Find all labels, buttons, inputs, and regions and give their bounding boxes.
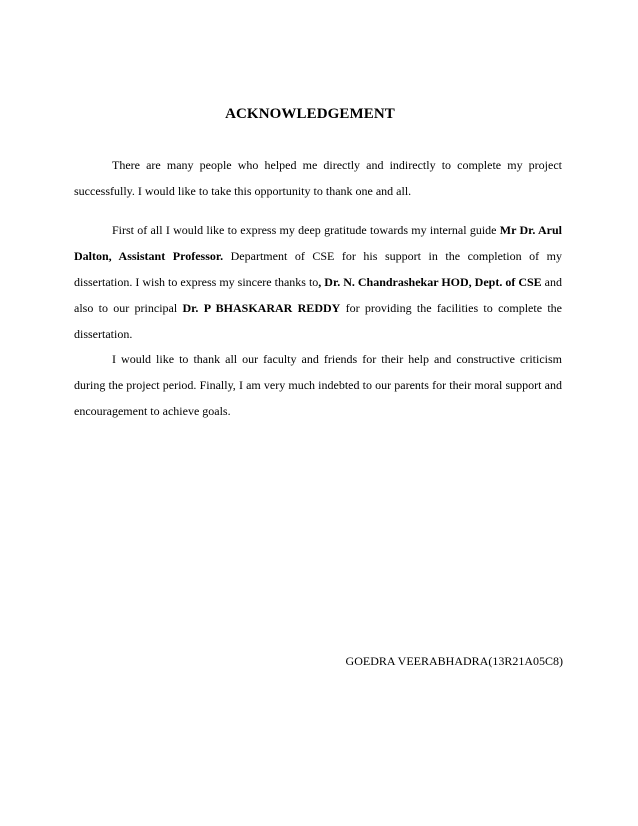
paragraph-2-ending: for providing the facilities to complete the dissertation. bbox=[74, 301, 563, 341]
acknowledgement-paragraph-1: There are many people who helped me directly and indirectly to complete my project successfully. I would like to take this opportunity to thank one and all. bbox=[74, 158, 562, 198]
acknowledgement-paragraph-2 bbox=[74, 217, 562, 347]
signature-line: GOEDRA VEERABHADRA(13R21A05C8) bbox=[345, 654, 563, 668]
paragraph-2-intro: First of all I would like to express my deep gratitude towards my internal guide bbox=[112, 223, 500, 237]
page-title: ACKNOWLEDGEMENT bbox=[225, 106, 395, 122]
paragraph-2-middle-1: Department of CSE for his support in the completion of my dissertation. I wish to express my sincere thanks to bbox=[74, 249, 562, 289]
hod-name: , Dr. N. Chandrashekar HOD, Dept. of CSE bbox=[318, 275, 542, 289]
principal-name: Dr. P BHASKARAR REDDY bbox=[182, 301, 341, 315]
paragraph-2-middle-2: and also to our principal bbox=[74, 275, 562, 315]
internal-guide-name: Mr Dr. Arul Dalton, Assistant Professor. bbox=[74, 223, 562, 263]
acknowledgement-paragraph-3: I would like to thank all our faculty and friends for their help and constructive criticism during the project period. Finally, I am very much indebted to our parents for their moral support and encouragement to achieve goals. bbox=[74, 352, 562, 418]
